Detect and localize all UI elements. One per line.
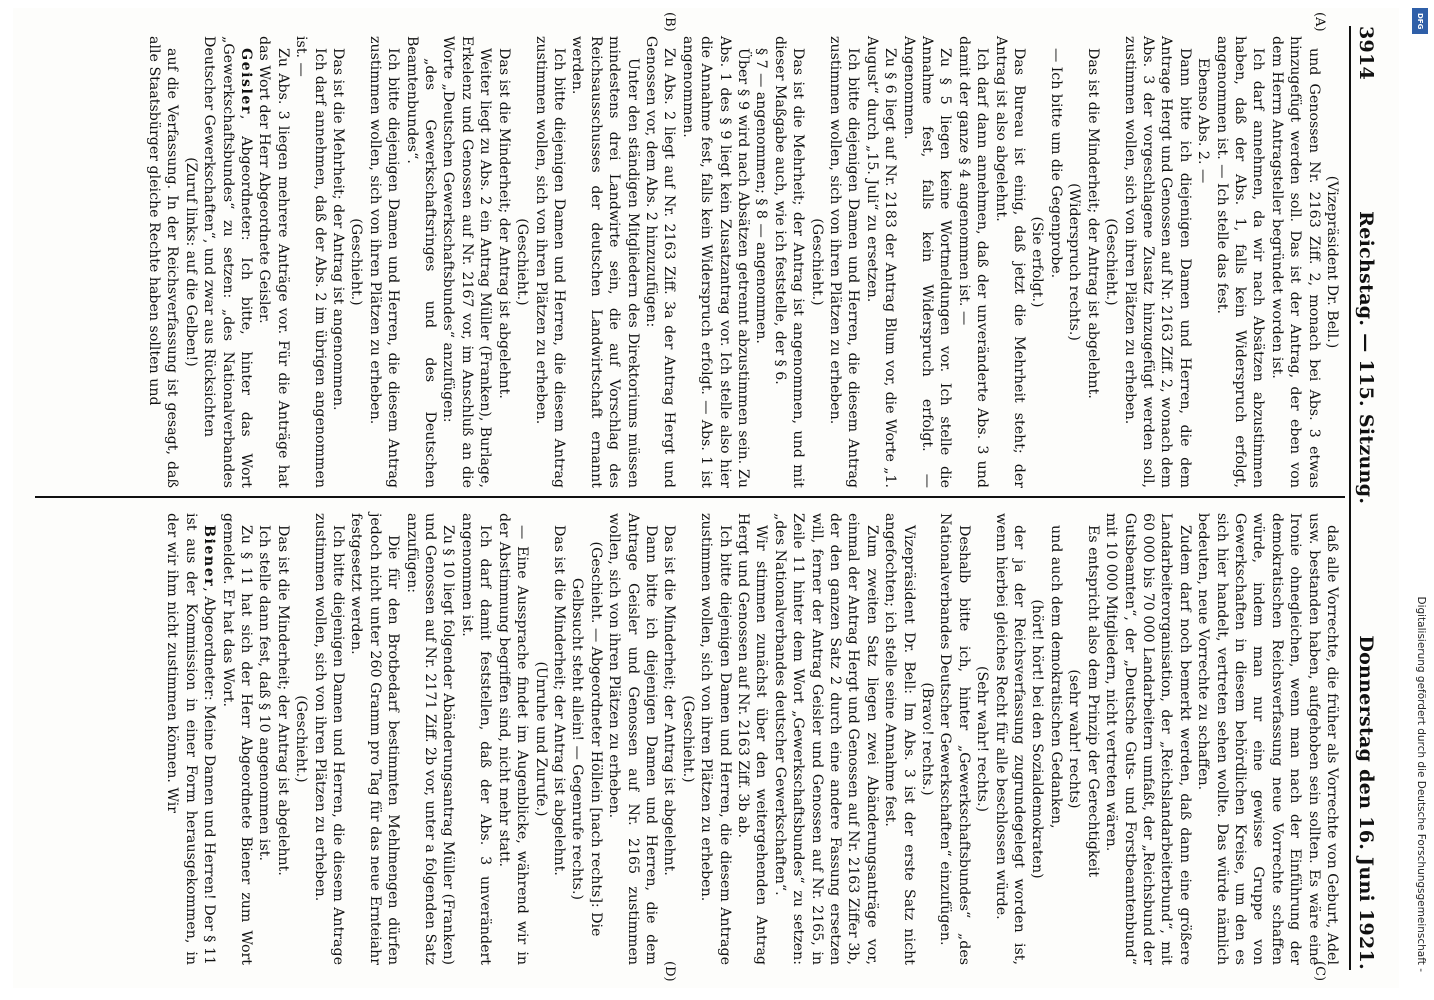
paragraph: Ich stelle dann fest, daß § 10 angenommen ist. bbox=[256, 525, 273, 861]
paragraph: Es entspricht also dem Prinzip der Gerechtigkeit bbox=[1084, 525, 1101, 878]
stage-direction: (Geschieht.) bbox=[679, 695, 696, 783]
paragraph: der ja der Reichsverfassung zugrundegelegt worden ist, wenn hierbei gleiches Recht für alle beschlossen würde. bbox=[992, 513, 1028, 965]
paragraph: § 7 — angenommen; § 8 — angenommen. bbox=[753, 48, 770, 344]
paragraph: Das ist die Mehrheit; der Antrag ist angenommen, und mit dieser Maßgabe auch, wie ich feststelle, der § 6. bbox=[771, 36, 807, 488]
column-divider bbox=[35, 496, 1345, 498]
paragraph: Zu Abs. 2 liegt auf Nr. 2163 Ziff. 3a der Antrag Hergt und Genossen vor, dem Abs. 2 hinzuzufügen: bbox=[642, 36, 678, 488]
dfg-watermark bbox=[1412, 6, 1428, 1000]
paragraph: Zum zweiten Satz liegen zwei Abänderungsanträge vor, einmal der Antrag Hergt und Genossen auf Nr. 2163 Ziffer 3b, der den ganzen Satz 2 durch eine andere Fassung ersetzen will, ferner der Antrag Geisler und Genossen auf Nr. 2165, in Zeile 11 hinter dem Wort „Gewerkschaftsbundes“ zu setzen: „des Nationalverbandes deutscher Gewerkschaften“. bbox=[771, 513, 880, 965]
quoted-motion: Unter den ständigen Mitgliedern des Direktoriums müssen mindestens drei Landwirte sein, die auf Vorschlag des Reichsausschusses der deutschen Landwirtschaft ernannt werden. bbox=[569, 36, 641, 488]
paragraph: Das ist die Mehrheit; der Antrag ist angenommen. bbox=[330, 48, 347, 411]
speaker-name: Geisler bbox=[238, 48, 255, 115]
stage-direction: (Sehr wahr! rechts.) bbox=[974, 665, 991, 813]
right-text-column bbox=[163, 513, 1341, 965]
running-head bbox=[1355, 26, 1389, 970]
speaker-name: Biener bbox=[201, 525, 218, 588]
paragraph: Zu § 10 liegt folgender Abänderungsantrag Müller (Franken) und Genossen auf Nr. 2171 Ziff. 2b vor, unter a folgenden Satz anzufügen: bbox=[403, 513, 457, 965]
stage-direction: (sehr wahr! rechts) bbox=[1066, 669, 1083, 809]
stage-direction: (Zuruf links: auf die Gelben!) bbox=[182, 157, 199, 367]
paragraph: Zu Abs. 3 liegen mehrere Anträge vor. Für die Anträge hat das Wort der Herr Abgeordnete Geisler. bbox=[256, 36, 291, 488]
speech-text: , Abgeordneter: Ich bitte, hinter das Wort „Gewerkschaftsbundes“ zu setzen: „des Nationalverbandes Deutscher Gewerkschaften“, und zwar aus Rücksichten bbox=[201, 36, 255, 488]
margin-marker-b: (B) bbox=[662, 12, 677, 32]
margin-marker-a: (A) bbox=[1312, 12, 1327, 32]
stage-direction: (Geschieht.) bbox=[293, 695, 310, 783]
paragraph: und Genossen Nr. 2163 Ziff. 2, monach bei Abs. 3 etwas hinzugefügt werden soll. Das ist der Antrag, der eben von dem Herrn Antragsteller begründet worden ist. bbox=[1268, 36, 1322, 488]
running-title-left: Reichstag. — 115. Sitzung. bbox=[1355, 211, 1377, 505]
header-rule bbox=[1349, 26, 1351, 970]
paragraph: Ich bitte diejenigen Damen und Herren, die diesem Antrag zustimmen wollen, sich von ihren Plätzen zu erheben. bbox=[366, 36, 402, 488]
paragraph: Ich darf annehmen, daß der Abs. 2 im übrigen angenommen ist. — bbox=[293, 36, 328, 488]
paragraph: Zu § 11 hat sich der Herr Abgeordnete Biener zum Wort gemeldet. Er hat das Wort. bbox=[219, 513, 255, 965]
paragraph: Das ist die Minderheit; der Antrag ist abgelehnt. bbox=[274, 525, 291, 876]
paragraph: Ich darf damit feststellen, daß der Abs. 3 unverändert angenommen ist. bbox=[458, 513, 494, 965]
left-text-column bbox=[145, 36, 1341, 488]
quoted-motion: „des Gewerkschaftsringes und des Deutschen Beamtenbundes“. bbox=[403, 36, 439, 488]
paragraph: Zu § 6 liegt auf Nr. 2183 der Antrag Blum vor, die Worte „1. August“ durch „15. Juli“ zu ersetzen. bbox=[863, 36, 899, 488]
paragraph: Ich bitte diejenigen Damen und Herren, die diesem Antrag zustimmen wollen, sich von ihren Plätzen zu erheben. bbox=[532, 36, 567, 488]
paragraph: Vizepräsident Dr. Bell: Im Abs. 3 ist der erste Satz nicht angefochten; ich stelle seine Annahme fest. bbox=[882, 513, 917, 965]
quoted-motion: Die für den Brotbedarf bestimmten Mehlmengen dürfen jedoch nicht unter 260 Gramm pro Tag für das neue Ernteiahr festgesetzt werden. bbox=[348, 513, 402, 965]
paragraph: Weiter liegt zu Abs. 2 ein Antrag Müller (Franken), Burlage, Erkelenz und Genossen auf Nr. 2167 vor, im Anschluß an die Worte „Deutschen Gewerkschaftsbundes“ anzufügen: bbox=[440, 36, 494, 488]
stage-direction: (Geschieht.) bbox=[1103, 218, 1120, 306]
page-number: 3914 bbox=[1355, 26, 1377, 81]
watermark-text: Digitalisierung gefördert durch die Deutsche Forschungsgemeinschaft - bbox=[1415, 596, 1427, 972]
stage-direction: (Geschieht.) bbox=[514, 218, 531, 306]
paragraph: Das ist die Minderheit; der Antrag ist abgelehnt. bbox=[1084, 48, 1101, 399]
dfg-logo: DFG bbox=[1412, 8, 1428, 34]
paragraph: Ich bitte diejenigen Damen und Herren, die diesem Antrage zustimmen wollen, sich von ihren Plätzen zu erheben. bbox=[311, 513, 347, 965]
stage-direction: (Sie erfolgt.) bbox=[1029, 216, 1046, 308]
paragraph: Das ist die Minderheit; der Antrag ist abgelehnt. bbox=[495, 48, 512, 399]
paragraph: Deshalb bitte ich, hinter „Gewerkschaftsbundes“ „des Nationalverbandes Deutscher Gewerkschaften“ einzufügen. bbox=[937, 513, 972, 965]
paragraph: Dann bitte ich diejenigen Damen und Herren, die dem Antrage Geisler und Genossen auf Nr. 2165 zustimmen wollen, sich von ihren Plätzen zu erheben. bbox=[606, 513, 659, 965]
paragraph: Das Bureau ist einig, daß jetzt die Mehrheit steht; der Antrag ist also abgelehnt. bbox=[992, 36, 1028, 488]
paragraph: Zudem darf noch bemerkt werden, daß dann eine größere Landarbeiterorganisation, der „Reichslandarbeiterbund“, mit 60 000 bis 70 000 Landarbeitern umfaßt, der „Reichsbund der Gutsbeamten“, der „Deutsche Guts- und Forstbeamtenbund“ mit 10 000 Mitgliedern, nicht vertreten wären. bbox=[1103, 513, 1193, 965]
stage-direction: (Unruhe und Zurufe.) bbox=[532, 661, 549, 817]
paragraph bbox=[200, 36, 255, 488]
paragraph: Dann bitte ich diejenigen Damen und Herren, die dem Antrage Hergt und Genossen auf Nr. 2163 Ziff. 2, wonach dem Abs. 3 der vorgeschlagene Zusatz hinzugefügt werden soll, zustimmen wollen, sich von ihren Plätzen zu erheben. bbox=[1121, 36, 1193, 488]
paragraph: Ich bitte diejenigen Damen und Herren, die diesem Antrage zustimmen wollen, sich von ihren Plätzen zu erheben. bbox=[698, 513, 733, 965]
paragraph: und auch dem demokratischen Gedanken, bbox=[1047, 525, 1064, 829]
stage-direction: (Geschieht. — Abgeordneter Höllein [nach rechts]: Die Gelbsucht steht allein! — Gegenrufe rechts.) bbox=[569, 541, 604, 937]
stage-direction: (Bravo! rechts.) bbox=[919, 682, 936, 796]
stage-direction: (Vizepräsident Dr. Bell.) bbox=[1324, 175, 1340, 349]
running-title-right: Donnerstag den 16. Juni 1921. bbox=[1355, 635, 1377, 970]
rotated-document-page bbox=[13, 8, 1399, 988]
margin-marker-d: (D) bbox=[662, 961, 677, 982]
paragraph: daß alle Vorrechte, die früher als Vorrechte von Geburt, Adel usw. bestanden haben, aufgehoben sein sollten. Es wäre eine Ironie ohnegleichen, wenn man nach der Einführung der demokratischen Reichsverfassung neue Vorrechte schaffen würde, indem man nur eine gewisse Gruppe von Gewerkschaften in diesem behördlichen Kreise, um den es sich hier handelt, vertreten sehen wollte. Das würde nämlich bedeuten, neue Vorrechte zu schaffen. bbox=[1195, 513, 1340, 965]
paragraph bbox=[163, 513, 218, 965]
paragraph: Wir stimmen zunächst über den weitergehenden Antrag Hergt und Genossen auf Nr. 2163 Ziff. 3b ab. bbox=[735, 513, 770, 965]
paragraph: Zu § 5 liegen keine Wortmeldungen vor. Ich stelle die Annahme fest, falls kein Widerspruch erfolgt. — Angenommen. bbox=[900, 36, 954, 488]
paragraph: Das ist die Minderheit; der Antrag ist abgelehnt. bbox=[550, 525, 567, 876]
stage-direction: (Geschieht.) bbox=[808, 218, 825, 306]
paragraph: Über § 9 wird nach Absätzen getrennt abzustimmen sein. Zu Abs. 1 des § 9 liegt kein Zusatzantrag vor. Ich stelle also hier die Annahme fest, falls kein Widerspruch erfolgt. — Abs. 1 ist angenommen. bbox=[679, 36, 751, 488]
paragraph: Ich darf annehmen, da wir nach Absätzen abzustimmen haben, daß der Abs. 1, falls kein Widerspruch erfolgt, angenommen ist. — Ich stelle das fest. bbox=[1213, 36, 1267, 488]
quoted-motion: Ebenso Abs. 2. — bbox=[1195, 58, 1212, 184]
paragraph: Ich darf dann annehmen, daß der unveränderte Abs. 3 und damit der ganze § 4 angenommen ist. — bbox=[955, 36, 991, 488]
stage-direction: (hört! hört! bei den Sozialdemokraten) bbox=[1029, 599, 1046, 879]
stage-direction: (Widerspruch rechts.) bbox=[1066, 183, 1083, 341]
margin-marker-c: (C) bbox=[1312, 961, 1327, 982]
stage-direction: (Geschieht.) bbox=[348, 218, 365, 306]
paragraph: Das ist die Minderheit; der Antrag ist abgelehnt. bbox=[661, 525, 678, 876]
paragraph: auf die Verfassung. In der Reichsverfassung ist gesagt, daß alle Staatsbürger gleiche Rechte haben sollten und bbox=[146, 36, 181, 488]
paragraph: — Eine Aussprache findet im Augenblicke, während wir in der Abstimmung begriffen sind, nicht mehr statt. bbox=[495, 513, 531, 965]
paragraph: — Ich bitte um die Gegenprobe. bbox=[1047, 48, 1064, 279]
speech-text: , Abgeordneter: Meine Damen und Herren! Der § 11 ist aus der Kommission in einer Form herausgekommen, in der wir ihm nicht zustimmen können. Wir bbox=[164, 513, 218, 965]
paragraph: Ich bitte diejenigen Damen und Herren, die diesem Antrag zustimmen wollen, sich von ihren Plätzen zu erheben. bbox=[827, 36, 862, 488]
